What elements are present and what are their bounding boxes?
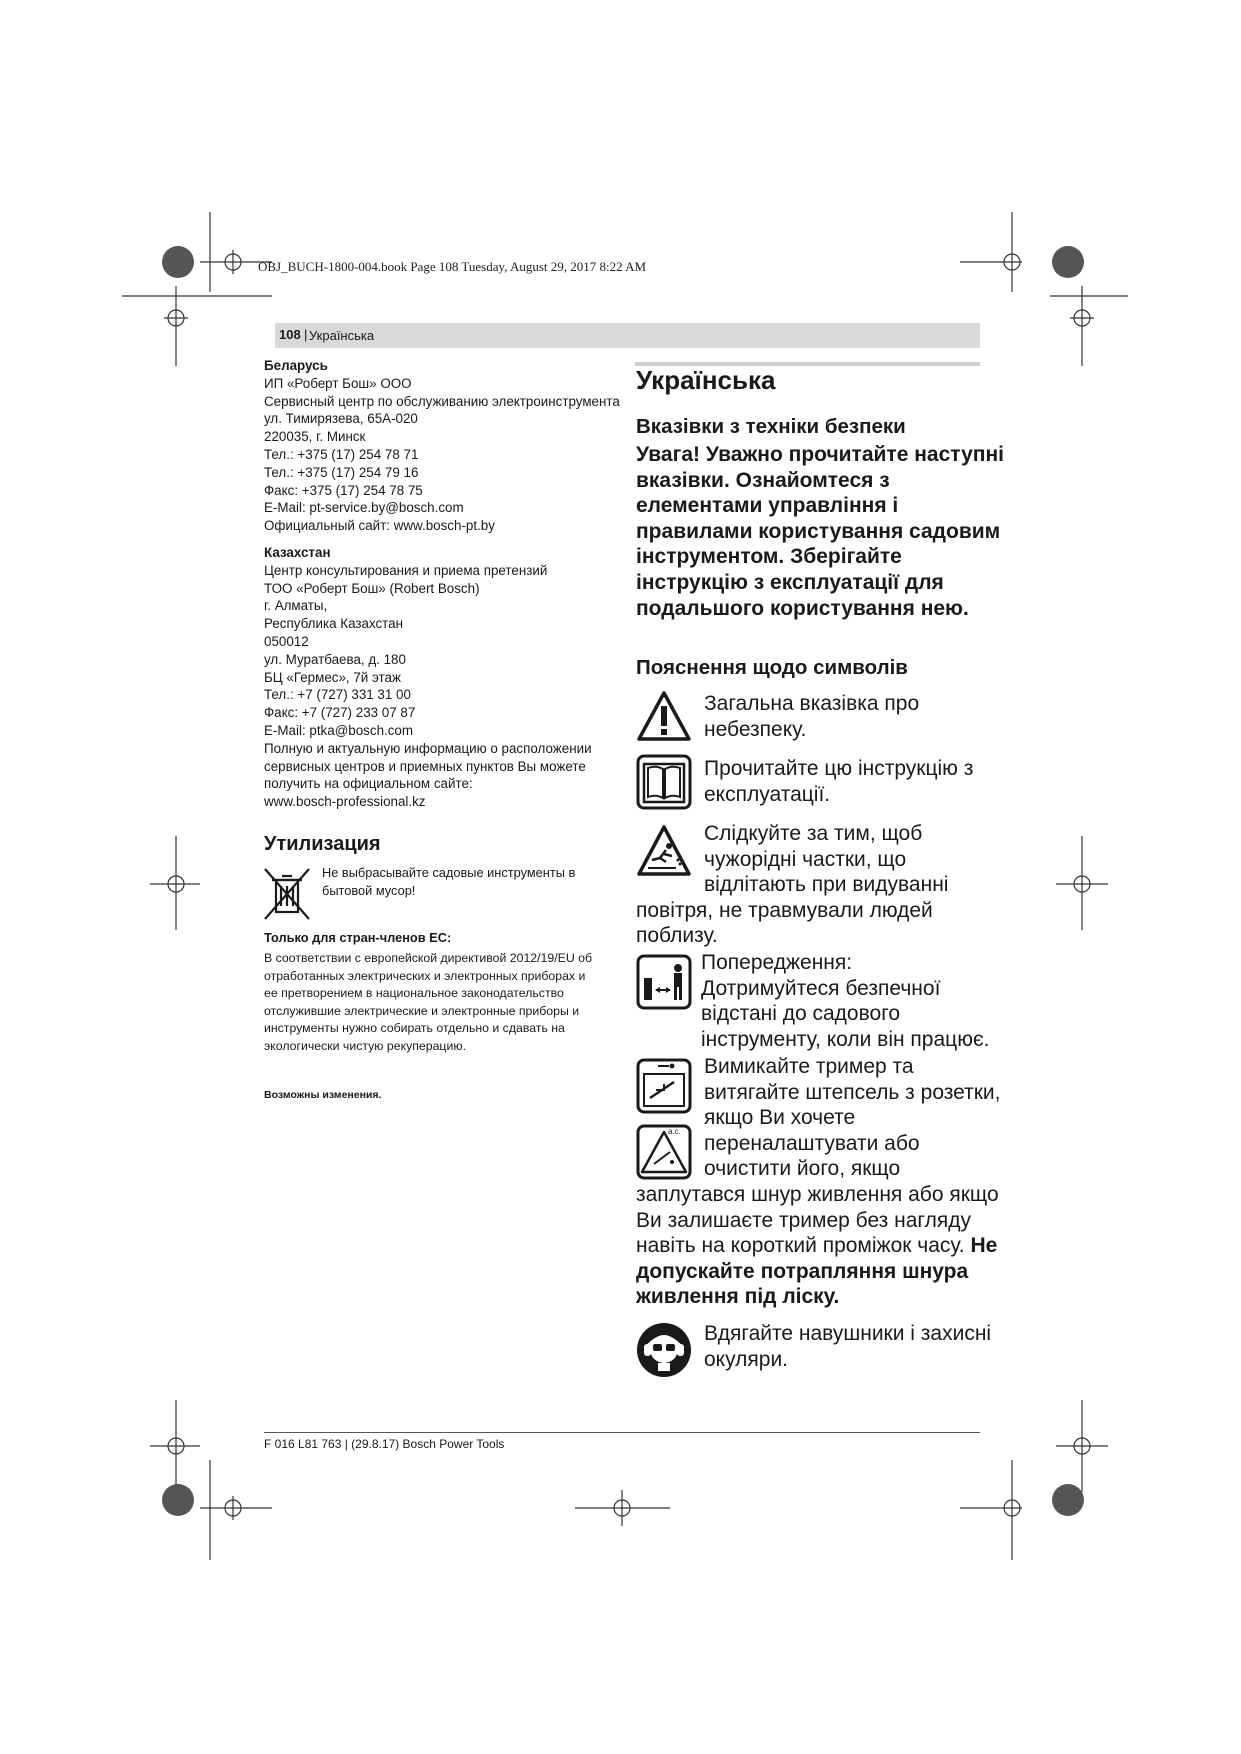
symbol-line: переналаштувати або — [704, 1131, 920, 1155]
belarus-line: 220035, г. Минск — [264, 429, 366, 445]
kazakhstan-line: получить на официальном сайте: — [264, 776, 473, 792]
symbol-ear-eye-protection — [704, 1321, 991, 1372]
safety-warning — [636, 442, 1004, 621]
kazakhstan-line: E-Mail: ptka@bosch.com — [264, 722, 414, 738]
symbol-line: Попередження: — [701, 951, 853, 974]
belarus-line: Тел.: +375 (17) 254 78 71 — [264, 446, 419, 462]
symbol-line: заплутався шнур живлення або якщо — [636, 1182, 999, 1206]
symbol-unplug — [636, 1054, 1001, 1310]
kazakhstan-line: Республика Казахстан — [264, 616, 404, 632]
eu-line: отработанных электрических и электронных приборах и — [264, 968, 586, 983]
eu-heading: Только для стран-членов ЕС: — [264, 930, 452, 945]
kazakhstan-heading: Казахстан — [264, 545, 331, 560]
symbol-line: Вимикайте тример та — [704, 1055, 914, 1078]
symbol-line: небезпеку. — [704, 717, 807, 741]
footer: F 016 L81 763 | (29.8.17) Bosch Power Tools — [264, 1437, 505, 1451]
symbol-line: навіть на короткий проміжок часу. — [636, 1234, 965, 1258]
kazakhstan-line: БЦ «Гермес», 7й этаж — [264, 669, 401, 685]
eu-line: инструменты нужно собирать отдельно и сдавать на — [264, 1021, 565, 1036]
symbol-bold-line: Не — [970, 1234, 998, 1258]
symbol-bold-line: живлення під ліску. — [636, 1285, 840, 1309]
safety-heading: Вказівки з техніки безпеки — [636, 415, 906, 438]
symbol-line: відлітають при видуванні — [704, 873, 949, 897]
page-separator: | — [304, 327, 308, 342]
symbol-line: Загальна вказівка про — [704, 692, 920, 715]
warning-line: подальшого користування нею. — [636, 596, 969, 620]
symbol-line: інструменту, коли він працює. — [701, 1027, 990, 1051]
symbol-bold-line: допускайте потрапляння шнура — [636, 1259, 969, 1283]
symbol-line: Слідкуйте за тим, щоб — [704, 822, 923, 845]
page-number: 108 — [279, 327, 301, 342]
kazakhstan-line: www.bosch-professional.kz — [264, 794, 426, 810]
kazakhstan-line: ул. Муратбаева, д. 180 — [264, 651, 406, 667]
eu-line: В соответствии с европейской директивой 2012/19/EU об — [264, 951, 593, 965]
ear-eye-protection-icon — [636, 1322, 692, 1378]
section-title: Українська — [636, 365, 776, 395]
belarus-line: Тел.: +375 (17) 254 79 16 — [264, 464, 419, 480]
symbol-line: витягайте штепсель з розетки, — [704, 1080, 1001, 1104]
belarus-line: Сервисный центр по обслуживанию электроинструмента — [264, 393, 620, 409]
symbol-line: окуляри. — [704, 1347, 789, 1371]
symbol-line: Ви залишаєте тример без нагляду — [636, 1208, 971, 1232]
crossed-bin-icon — [262, 866, 312, 922]
kazakhstan-line: Факс: +7 (727) 233 07 87 — [264, 705, 416, 721]
belarus-heading: Беларусь — [264, 358, 328, 373]
safe-distance-icon — [636, 954, 692, 1010]
bin-warning — [322, 864, 575, 899]
symbol-safe-distance — [701, 950, 990, 1052]
ac-label: a.c. — [668, 1127, 681, 1136]
print-header: OBJ_BUCH-1800-004.book Page 108 Tuesday, August 29, 2017 8:22 AM — [258, 259, 647, 274]
symbol-line: якщо Ви хочете — [704, 1106, 856, 1130]
warning-line: інструментом. Зберігайте — [636, 545, 902, 569]
eu-line: отслужившие электрические и электронные приборы и — [264, 1003, 580, 1018]
symbol-line: Дотримуйтеся безпечної — [701, 976, 941, 1000]
page-header-band — [275, 323, 980, 348]
belarus-contact — [264, 357, 620, 535]
belarus-line: ул. Тимирязева, 65А-020 — [264, 411, 418, 427]
symbol-line: поблизу. — [636, 924, 718, 948]
changes-note: Возможны изменения. — [264, 1089, 382, 1101]
eu-line: экологически чистую рекуперацию. — [264, 1038, 466, 1053]
warning-line: елементами управління і — [636, 494, 899, 518]
footer-rule — [264, 1432, 980, 1433]
warning-line: інструкцію з експлуатації для — [636, 570, 944, 594]
kazakhstan-line: ТОО «Роберт Бош» (Robert Bosch) — [264, 580, 480, 596]
disposal-heading: Утилизация — [264, 833, 381, 855]
eu-directive-text — [264, 950, 592, 1056]
warning-line: правилами користування садовим — [636, 519, 1001, 543]
symbol-line: Вдягайте навушники і захисні — [704, 1322, 992, 1345]
symbol-line: експлуатації. — [704, 782, 831, 806]
bin-warning-line: бытовой мусор! — [322, 882, 416, 898]
kazakhstan-line: Центр консультирования и приема претензий — [264, 562, 548, 578]
kazakhstan-line: Тел.: +7 (727) 331 31 00 — [264, 687, 411, 703]
warning-line: вказівки. Ознайомтеся з — [636, 468, 890, 492]
symbol-general-danger — [704, 691, 919, 742]
read-manual-icon — [636, 754, 692, 810]
belarus-line: Факс: +375 (17) 254 78 75 — [264, 482, 423, 498]
belarus-line: ИП «Роберт Бош» ООО — [264, 375, 412, 391]
symbol-line: очистити його, якщо — [704, 1157, 901, 1181]
eu-line: ее претворением в национальное законодательство — [264, 986, 564, 1001]
warning-line: Увага! Уважно прочитайте наступні — [636, 443, 1004, 466]
symbol-line: Прочитайте цю інструкцію з — [704, 757, 974, 780]
kazakhstan-line: Полную и актуальную информацию о расположении — [264, 740, 592, 756]
kazakhstan-line: сервисных центров и приемных пунктов Вы можете — [264, 758, 586, 774]
bin-warning-line: Не выбрасывайте садовые инструменты в — [322, 865, 576, 880]
belarus-line: E-Mail: pt-service.by@bosch.com — [264, 500, 464, 516]
belarus-line: Официальный сайт: www.bosch-pt.by — [264, 518, 495, 534]
kazakhstan-contact — [264, 544, 614, 811]
symbol-line: чужорідні частки, що — [704, 847, 907, 871]
symbol-line: повітря, не травмували людей — [636, 898, 933, 922]
kazakhstan-line: 050012 — [264, 633, 309, 649]
page-language: Українська — [309, 328, 375, 343]
symbol-line: відстані до садового — [701, 1002, 901, 1026]
symbol-read-manual — [704, 756, 973, 807]
symbols-heading: Пояснення щодо символів — [636, 656, 908, 679]
kazakhstan-line: г. Алматы, — [264, 598, 328, 614]
symbol-flying-debris — [636, 821, 948, 949]
warning-triangle-icon — [636, 690, 692, 742]
